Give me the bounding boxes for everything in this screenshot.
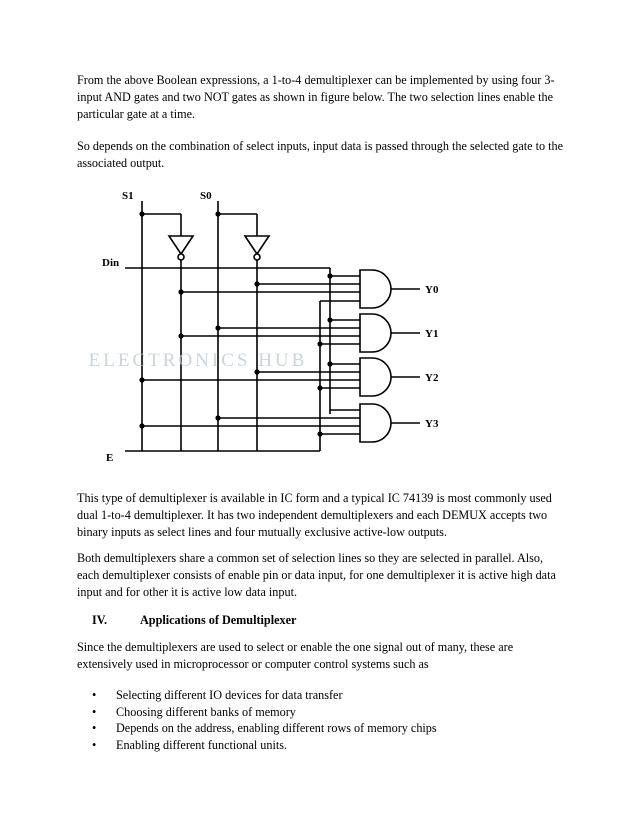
not-gate-s1 xyxy=(169,236,193,260)
paragraph-applications: Since the demultiplexers are used to select or enable the one signal out of many, these are extensively used in microprocessor or computer control systems such as xyxy=(77,640,514,671)
label-y2: Y2 xyxy=(425,372,439,384)
applications-list xyxy=(92,687,437,753)
list-item: • Enabling different functional units. xyxy=(92,737,437,754)
paragraph-ic74139: This type of demultiplexer is available in IC form and a typical IC 74139 is most commonly used dual 1-to-4 demultiplexer. It has two independent demultiplexers and each DEMUX accepts two binary inputs as select lines and four mutually exclusive active-low outputs. xyxy=(77,491,552,539)
label-s1: S1 xyxy=(122,190,134,202)
section-title: Applications of Demultiplexer xyxy=(140,613,297,627)
label-y1: Y1 xyxy=(425,328,439,340)
label-y0: Y0 xyxy=(425,284,439,296)
watermark: ELECTRONICS HUB xyxy=(88,350,308,371)
section-heading xyxy=(92,613,296,628)
label-y3: Y3 xyxy=(425,418,439,430)
section-number: IV. xyxy=(92,613,108,627)
label-e: E xyxy=(106,452,114,464)
not-gate-s0 xyxy=(245,236,269,260)
paragraph-intro: From the above Boolean expressions, a 1-to-4 demultiplexer can be implemented by using four 3-input AND gates and two NOT gates as shown in figure below. The two selection lines enable the particular gate at a time. xyxy=(77,73,555,121)
paragraph-selection: So depends on the combination of select inputs, input data is passed through the selected gate to the associated output. xyxy=(77,139,564,170)
list-item: • Depends on the address, enabling different rows of memory chips xyxy=(92,720,437,737)
label-s0: S0 xyxy=(200,190,212,202)
paragraph-selection-lines: Both demultiplexers share a common set of selection lines so they are selected in parallel. Also, each demultiplexer consists of enable pin or data input, for one demultiplexer it is active high data input and for other it is active low data input. xyxy=(77,551,556,599)
list-item: • Selecting different IO devices for data transfer xyxy=(92,687,437,704)
list-item: • Choosing different banks of memory xyxy=(92,704,437,721)
label-din: Din xyxy=(102,257,120,269)
